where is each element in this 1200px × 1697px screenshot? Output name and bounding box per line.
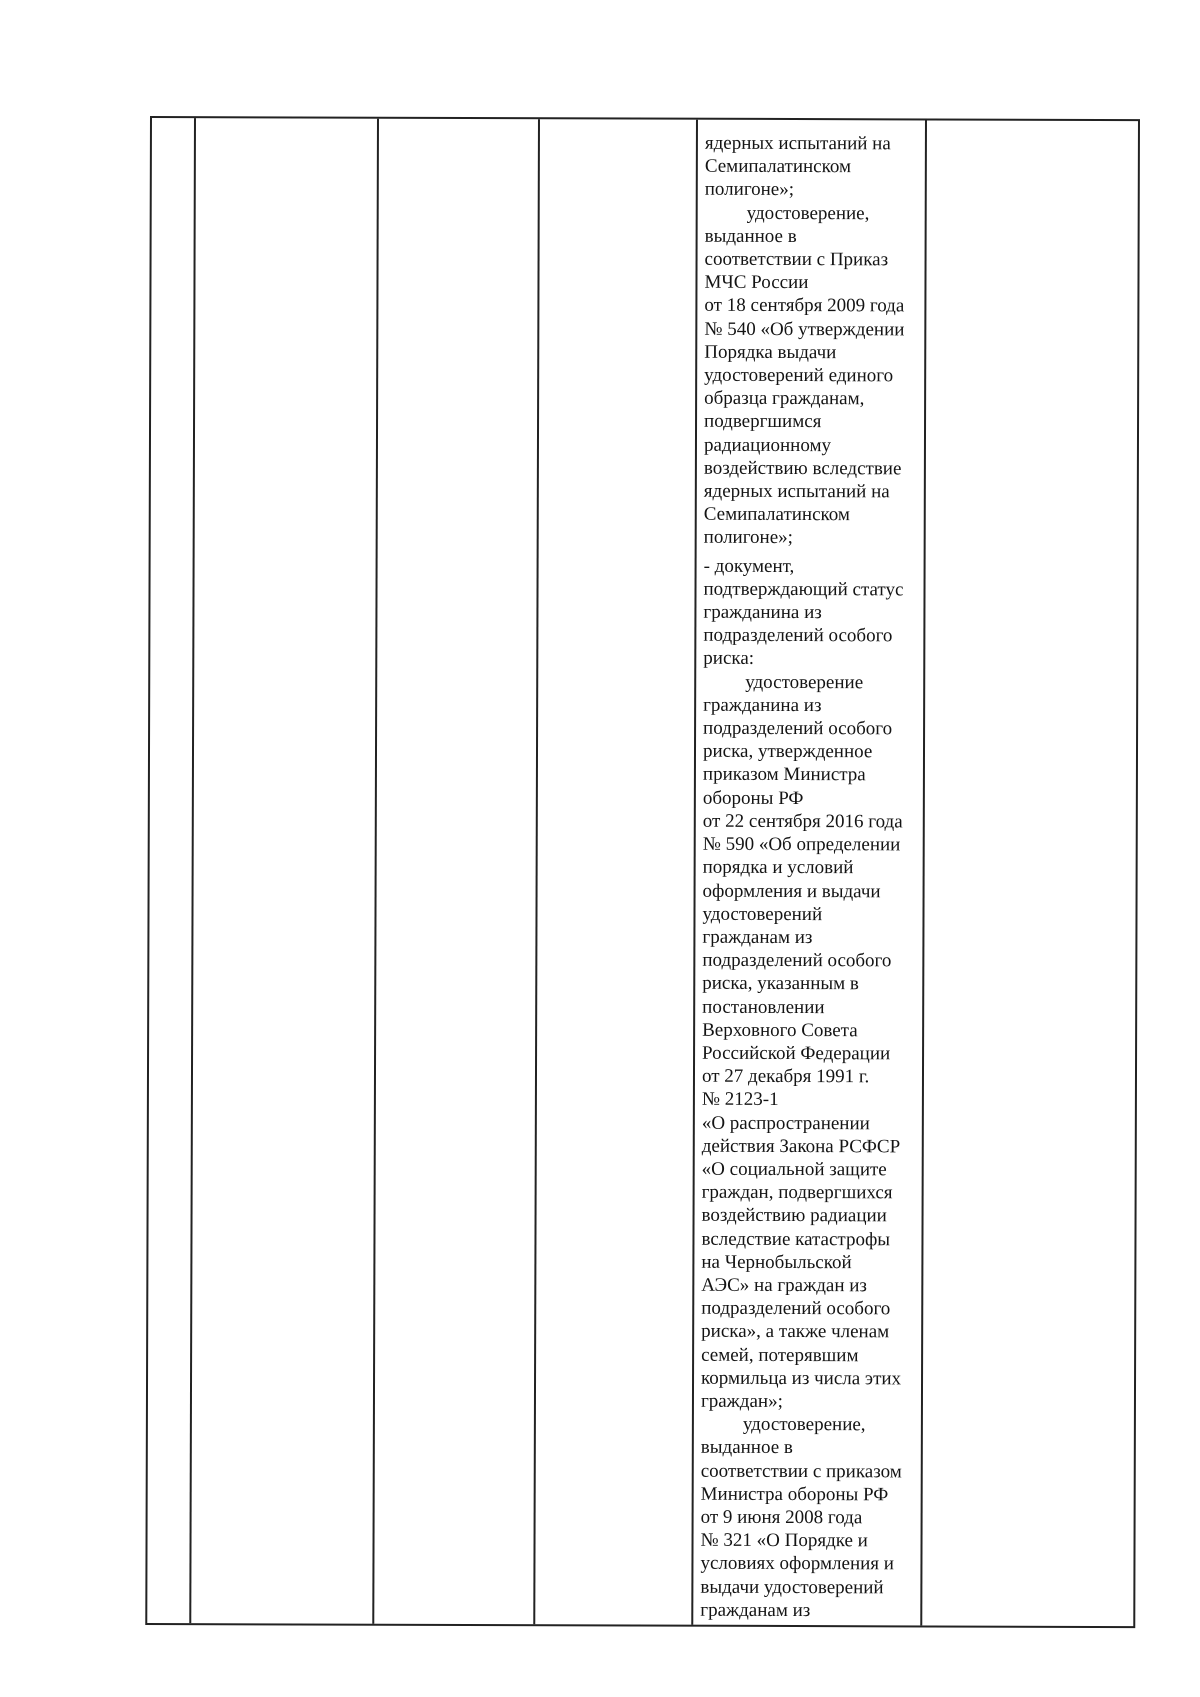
text-line: оформления и выдачи [702, 880, 881, 902]
text-line: риска, утвержденное [702, 741, 873, 763]
text-line: обороны РФ [702, 787, 804, 809]
text-line: соответствии с Приказ [704, 248, 889, 271]
text-line: № 321 «О Порядке и [700, 1529, 868, 1552]
text-line: риска: [703, 648, 755, 670]
text-line: радиационному [703, 434, 832, 456]
text-line: подразделений особого [703, 717, 893, 740]
text-line: Семипалатинском [704, 155, 852, 178]
text-line: постановлении [702, 996, 825, 1018]
text-line: ядерных испытаний на [704, 132, 891, 155]
text-line: «О распространении [701, 1112, 870, 1134]
text-line: - документ, [703, 555, 795, 577]
text-line: Верховного Совета [702, 1019, 858, 1041]
column-divider-1 [189, 118, 196, 1623]
text-line: на Чернобыльской [701, 1251, 852, 1273]
text-line: вследствие катастрофы [701, 1228, 891, 1250]
column-divider-3 [533, 119, 540, 1624]
text-line: подразделений особого [703, 625, 893, 647]
text-line: подразделений особого [702, 949, 892, 972]
text-line: гражданина из [703, 694, 822, 716]
text-line: гражданам из [700, 1599, 811, 1621]
text-line: гражданам из [702, 926, 813, 948]
text-line: АЭС» на граждан из [701, 1274, 867, 1297]
document-table [145, 116, 1140, 1628]
text-line: удостоверений [702, 903, 823, 925]
text-line: полигоне»; [703, 527, 793, 549]
text-line: от 9 июня 2008 года [700, 1506, 863, 1529]
text-line: удостоверений единого [704, 364, 894, 387]
text-line: полигоне»; [704, 179, 795, 201]
text-line: от 27 декабря 1991 г. [701, 1065, 870, 1088]
text-line: № 540 «Об утверждении [704, 318, 905, 340]
text-line: действия Закона РСФСР [701, 1135, 901, 1158]
text-line: порядка и условий [702, 857, 854, 879]
text-line: семей, потерявшим [701, 1344, 859, 1366]
text-line: № 590 «Об определении [702, 833, 901, 856]
text-line: граждан»; [700, 1390, 783, 1412]
text-line: удостоверение, [746, 202, 870, 224]
column-divider-2 [372, 119, 379, 1624]
text-line: № 2123-1 [701, 1089, 779, 1111]
text-line: воздействию радиации [701, 1205, 887, 1227]
text-line: риска, указанным в [702, 973, 859, 995]
text-line: подразделений особого [701, 1297, 891, 1320]
text-line: кормильца из числа этих [701, 1367, 902, 1390]
text-line: от 22 сентября 2016 года [702, 810, 903, 833]
column-divider-4 [691, 120, 698, 1625]
text-line: риска», а также членам [701, 1321, 890, 1343]
text-line: выданное в [704, 225, 797, 247]
required-documents-cell [700, 132, 923, 1623]
text-line: подтверждающий статус [703, 578, 904, 601]
text-line: Министра обороны РФ [700, 1483, 889, 1506]
text-line: соответствии с приказом [700, 1460, 902, 1482]
text-line: граждан, подвергшихся [701, 1181, 893, 1204]
text-line: выданное в [700, 1437, 793, 1459]
text-line: подвергшимся [704, 411, 822, 433]
text-line: удостоверение, [742, 1414, 866, 1436]
text-line: Российской Федерации [702, 1042, 891, 1065]
text-line: воздействию вследствие [703, 457, 902, 480]
text-line: Порядка выдачи [704, 341, 837, 363]
text-line: условиях оформления и [700, 1553, 894, 1575]
text-line: приказом Министра [702, 764, 866, 786]
text-line: удостоверение [745, 671, 864, 693]
text-line: от 18 сентября 2009 года [704, 295, 905, 317]
text-line: ядерных испытаний на [703, 480, 890, 503]
text-line: «О социальной защите [701, 1158, 887, 1181]
text-line: гражданина из [703, 601, 822, 624]
text-line: МЧС России [704, 271, 809, 294]
text-line: Семипалатинском [703, 503, 851, 526]
text-line: выдачи удостоверений [700, 1576, 884, 1598]
text-line: образца гражданам, [704, 387, 865, 410]
